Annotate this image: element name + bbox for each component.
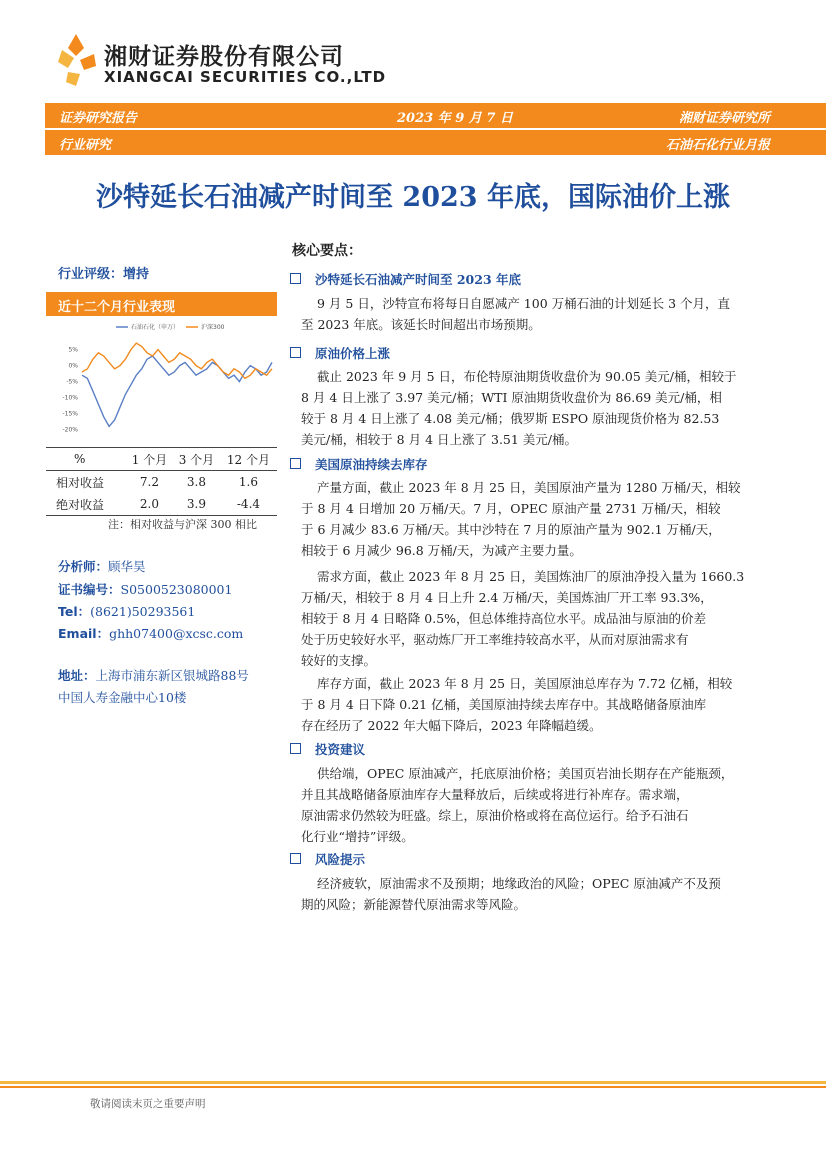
section-paragraph (301, 293, 777, 335)
industry-performance-chart (46, 318, 277, 442)
table-header-cell: 3 个月 (173, 448, 220, 471)
institute-name: 湘财证券研究所 (678, 111, 770, 126)
paragraph-line: 万桶/天，相较于 8 月 4 日上升 2.4 万桶/天，美国炼油厂开工率 93.3%， (301, 590, 713, 605)
address-line-1: 上海市浦东新区银城路88号 (95, 668, 249, 683)
table-header-cell: 12 个月 (220, 448, 277, 471)
section-heading-text: 投资建议 (315, 742, 366, 757)
paragraph-line: 库存方面，截止 2023 年 8 月 25 日，美国原油总库存为 7.72 亿桶，相较 (317, 676, 733, 691)
table-note: 注：相对收益与沪深 300 相比 (108, 518, 257, 531)
y-tick-label: 5% (68, 346, 78, 354)
paragraph-line: 需求方面，截止 2023 年 8 月 25 日，美国炼油厂的原油净投入量为 1660.3 (317, 569, 745, 584)
header-bar-bottom (45, 130, 826, 155)
table-header-row (46, 448, 277, 471)
perf-section-bar (46, 292, 277, 316)
tel-line (58, 602, 195, 620)
section-heading-text: 风险提示 (315, 852, 366, 867)
table-cell: 2.0 (126, 493, 173, 516)
email-link[interactable]: ghh07400@xcsc.com (109, 626, 244, 641)
address-label: 地址： (58, 668, 96, 683)
checkbox-bullet-icon (290, 273, 301, 284)
paragraph-line: 9 月 5 日，沙特宣布将每日自愿减产 100 万桶石油的计划延长 3 个月，直 (317, 296, 731, 311)
paragraph-line: 化行业“增持”评级。 (301, 829, 414, 844)
paragraph-line: 于 6 月减少 83.6 万桶/天。其中沙特在 7 月的原油产量为 902.1 万桶/天， (301, 522, 721, 537)
address-line (58, 666, 249, 684)
paragraph-line: 并且其战略储备原油库存大量释放后，后续或将进行补库存。需求端， (301, 787, 689, 802)
legend-label: 石油石化（申万） (131, 324, 180, 331)
paragraph-line: 相较于 6 月减少 96.8 万桶/天，为减产主要力量。 (301, 543, 582, 558)
section-heading (290, 850, 365, 868)
paragraph-line: 较于 8 月 4 日上涨了 4.08 美元/桶；俄罗斯 ESPO 原油现货价格为 82.53 (301, 411, 720, 426)
y-tick-label: -15% (62, 410, 78, 418)
paragraph-line: 美元/桶，相较于 8 月 4 日上涨了 3.51 美元/桶。 (301, 432, 578, 447)
address-line-2 (58, 688, 186, 706)
section-heading-text: 沙特延长石油减产时间至 2023 年底 (315, 272, 521, 287)
report-date: 2023 年 9 月 7 日 (397, 111, 513, 126)
checkbox-bullet-icon (290, 458, 301, 469)
row-label: 相对收益 (56, 475, 105, 490)
paragraph-line: 原油需求仍然较为旺盛。综上，原油价格或将在高位运行。给予石油石 (301, 808, 689, 823)
section-paragraph (301, 873, 777, 915)
address-line-2-text: 中国人寿金融中心10楼 (58, 690, 187, 705)
performance-table (46, 447, 277, 516)
report-title: 沙特延长石油减产时间至 2023 年底，国际油价上涨 (96, 182, 730, 213)
company-name-en: XIANGCAI SECURITIES CO.,LTD (104, 68, 387, 86)
section-heading (290, 740, 365, 758)
email-label: Email： (58, 626, 110, 641)
y-tick-label: -10% (62, 394, 78, 402)
checkbox-bullet-icon (290, 853, 301, 864)
cert-label: 证书编号： (58, 582, 121, 597)
core-points-title: 核心要点： (292, 243, 362, 259)
row-label: 绝对收益 (46, 493, 126, 516)
table-header-cell: % (46, 448, 126, 471)
paragraph-line: 相较于 8 月 4 日略降 0.5%，但总体维持高位水平。成品油与原油的价差 (301, 611, 707, 626)
section-paragraph (301, 763, 777, 847)
legend-label: 沪深300 (201, 324, 225, 331)
section-heading (290, 344, 390, 362)
section-paragraph (301, 366, 777, 450)
table-cell: 3.9 (173, 493, 220, 516)
table-row (46, 471, 277, 494)
company-logo-icon (58, 34, 96, 86)
checkbox-bullet-icon (290, 347, 301, 358)
paragraph-line: 于 8 月 4 日下降 0.21 亿桶，美国原油持续去库存中。其战略储备原油库 (301, 697, 707, 712)
company-name-cn: 湘财证券股份有限公司 (104, 44, 344, 70)
analyst-label: 分析师： (58, 559, 109, 574)
paragraph-line: 产量方面，截止 2023 年 8 月 25 日，美国原油产量为 1280 万桶/天，相较 (317, 480, 741, 495)
paragraph-line: 经济疲软，原油需求不及预期；地缘政治的风险；OPEC 原油减产不及预 (317, 876, 721, 891)
section-heading (290, 270, 521, 288)
paragraph-line: 供给端，OPEC 原油减产，托底原油价格；美国页岩油长期存在产能瓶颈， (317, 766, 734, 781)
table-header-cell: 1 个月 (126, 448, 173, 471)
paragraph-line: 存在经历了 2022 年大幅下降后，2023 年降幅趋缓。 (301, 718, 602, 733)
footer-line-top (0, 1081, 826, 1084)
footer-disclaimer: 敬请阅读末页之重要声明 (90, 1098, 206, 1110)
table-row (46, 493, 277, 516)
section-paragraph (301, 673, 777, 736)
report-series: 石油石化行业月报 (665, 138, 770, 153)
checkbox-bullet-icon (290, 743, 301, 754)
paragraph-line: 于 8 月 4 日增加 20 万桶/天。7 月，OPEC 原油产量 2731 万桶/天，相较 (301, 501, 721, 516)
industry-rating: 行业评级：增持 (58, 267, 150, 282)
tel-label: Tel： (58, 604, 91, 619)
research-type: 行业研究 (59, 138, 112, 153)
section-paragraph (301, 477, 777, 561)
analyst-line (58, 557, 146, 575)
paragraph-line: 至 2023 年底。该延长时间超出市场预期。 (301, 317, 541, 332)
tel-number: (8621)50293561 (90, 604, 196, 619)
paragraph-line: 期的风险；新能源替代原油需求等风险。 (301, 897, 527, 912)
paragraph-line: 较好的支撑。 (301, 653, 377, 668)
section-heading-text: 原油价格上涨 (315, 346, 391, 361)
analyst-name: 顾华昊 (108, 559, 146, 574)
footer-line-bottom (0, 1086, 826, 1088)
table-cell: 7.2 (139, 475, 160, 489)
table-cell: 1.6 (238, 475, 258, 489)
series-line (82, 356, 272, 426)
cert-line (58, 580, 232, 598)
section-heading-text: 美国原油持续去库存 (315, 457, 428, 472)
header-bar-top (45, 103, 826, 128)
y-tick-label: -20% (62, 426, 78, 434)
y-tick-label: 0% (68, 362, 78, 370)
y-tick-label: -5% (66, 378, 78, 386)
section-paragraph (301, 566, 777, 671)
paragraph-line: 截止 2023 年 9 月 5 日，布伦特原油期货收盘价为 90.05 美元/桶，相较于 (317, 369, 737, 384)
paragraph-line: 处于历史较好水平，驱动炼厂开工率维持较高水平，从而对原油需求有 (301, 632, 689, 647)
paragraph-line: 8 月 4 日上涨了 3.97 美元/桶；WTI 原油期货收盘价为 86.69 美元/桶，相 (301, 390, 722, 405)
cert-number: S0500523080001 (120, 582, 233, 597)
report-type: 证券研究报告 (59, 111, 138, 126)
table-cell: -4.4 (220, 493, 277, 516)
email-line (58, 624, 243, 642)
table-cell: 3.8 (186, 475, 206, 489)
perf-section-label: 近十二个月行业表现 (58, 300, 176, 315)
section-heading (290, 455, 428, 473)
